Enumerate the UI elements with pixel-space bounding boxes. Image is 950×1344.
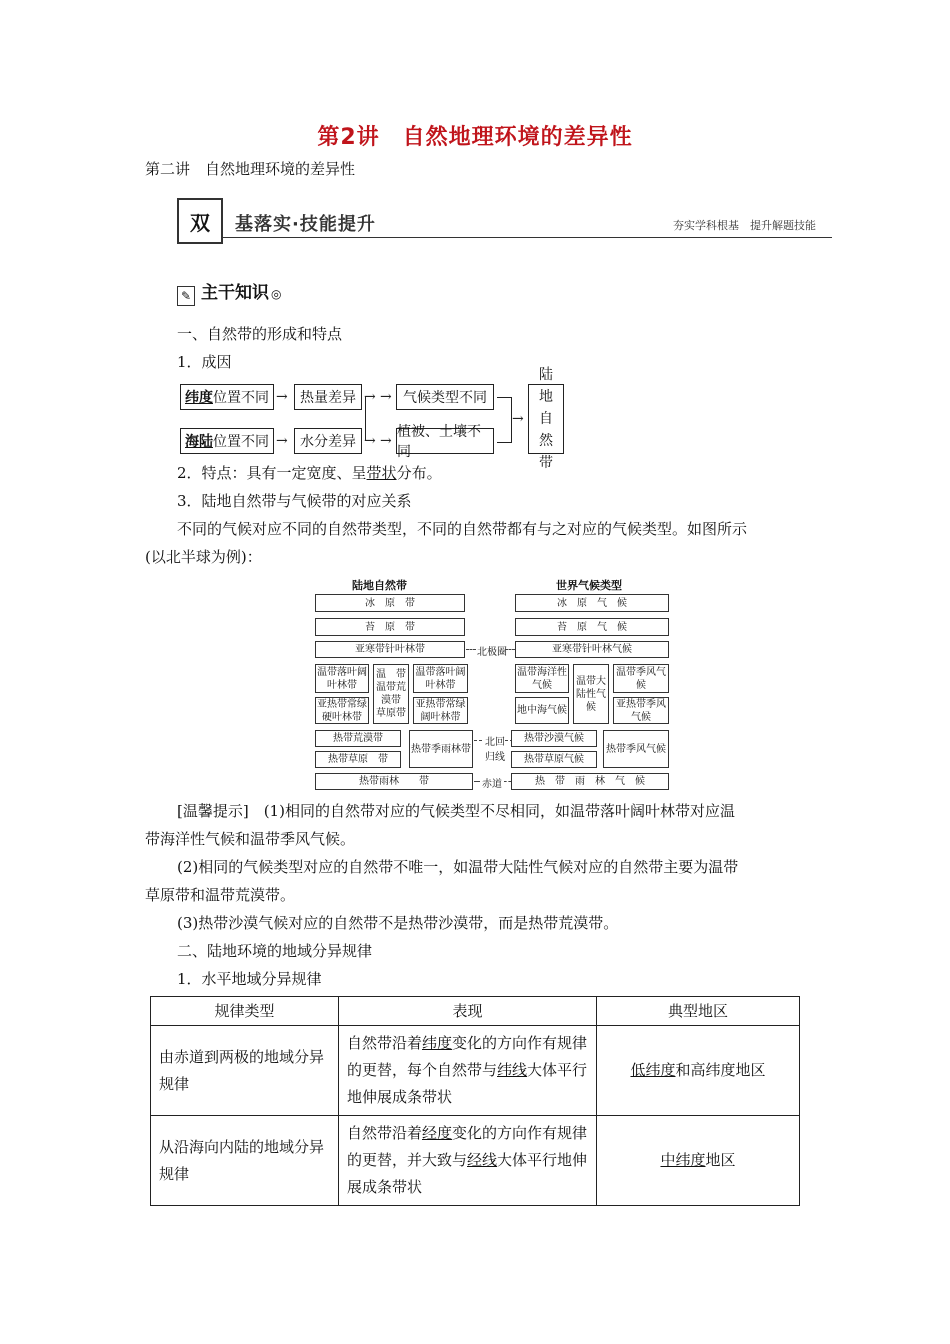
arrow-icon: → (512, 411, 524, 427)
table-header: 表现 (339, 997, 597, 1026)
climate-mediterranean: 地中海气候 (515, 697, 569, 724)
tip-1: [温馨提示] (1)相同的自然带对应的气候类型不尽相同，如温带落叶阔叶林带对应温 (177, 802, 735, 820)
table-header: 规律类型 (151, 997, 339, 1026)
connector (365, 397, 366, 441)
climate-ice: 冰 原 气 候 (515, 594, 669, 612)
climate-trop-monsoon: 热带季风气候 (603, 730, 669, 768)
climate-savanna: 热带草原气候 (511, 751, 597, 768)
heading-2-1: 1．水平地域分异规律 (177, 970, 322, 988)
section-heading: ✎ 主干知识 ◎ (177, 278, 281, 306)
zone-trop-monsoon-forest: 热带季雨林带 (409, 730, 473, 768)
arrow-icon: → (276, 433, 288, 449)
table-cell: 低纬度和高纬度地区 (597, 1026, 800, 1116)
heading-1: 一、自然带的形成和特点 (177, 325, 343, 343)
page-subtitle: 第二讲 自然地理环境的差异性 (145, 160, 356, 178)
pen-icon: ✎ (177, 286, 195, 306)
table-cell: 从沿海向内陆的地域分异规律 (151, 1116, 339, 1206)
zone-temp-broadleaf-east: 温带落叶阔叶林带 (413, 664, 468, 693)
arrow-icon: → (364, 389, 376, 405)
climate-temp-monsoon: 温带季风气候 (613, 664, 669, 693)
flow-veg: 植被、土壤不同 (396, 428, 494, 454)
arrow-icon: → (276, 389, 288, 405)
line-equator: 赤道 (482, 779, 502, 790)
table-cell: 自然带沿着纬度变化的方向作有规律的更替，每个自然带与纬线大体平行地伸展成条带状 (339, 1026, 597, 1116)
dash-line (504, 781, 511, 782)
flow-water: 水分差异 (294, 428, 362, 454)
zone-trop-desert: 热带荒漠带 (315, 730, 401, 747)
climate-tundra: 苔 原 气 候 (515, 618, 669, 636)
tip-3: (3)热带沙漠气候对应的自然带不是热带沙漠带，而是热带荒漠带。 (177, 914, 619, 932)
banner-right: 夯实学科根基 提升解题技能 (673, 219, 816, 232)
climate-rainforest: 热 带 雨 林 气 候 (511, 773, 669, 790)
zone-temp-broadleaf: 温带落叶阔叶林带 (315, 664, 369, 693)
climate-subtrop-monsoon: 亚热带季风气候 (613, 697, 669, 724)
connector (497, 397, 512, 443)
line-arctic: 北极圈 (477, 647, 507, 658)
section-banner (177, 198, 832, 246)
climate-taiga: 亚寒带针叶林气候 (515, 641, 669, 658)
page-title: 第2讲 自然地理环境的差异性 (317, 125, 633, 150)
tip-2: (2)相同的气候类型对应的自然带不唯一，如温带大陆性气候对应的自然带主要为温带 (177, 858, 739, 876)
flow-landsea: 海陆 位置不同 (180, 428, 274, 454)
flow-zone: 陆地自然带 (528, 384, 564, 454)
dash-line (474, 781, 480, 782)
table-cell: 中纬度地区 (597, 1116, 800, 1206)
para-1: 不同的气候对应不同的自然带类型，不同的自然带都有与之对应的气候类型。如图所示 (177, 520, 748, 538)
climate-temp-continental: 温带大陆性气候 (573, 664, 609, 724)
table-cell: 由赤道到两极的地域分异规律 (151, 1026, 339, 1116)
heading-1-3: 3．陆地自然带与气候带的对应关系 (177, 492, 412, 510)
zone-subtrop-evergreen: 亚热带常绿阔叶林带 (413, 697, 468, 724)
dash-line (466, 649, 476, 650)
table-header: 典型地区 (597, 997, 800, 1026)
zone-rainforest: 热带雨林 带 (315, 773, 473, 790)
heading-1-1: 1．成因 (177, 353, 232, 371)
line-tropic: 北回归线 (485, 737, 505, 763)
dash-line (474, 740, 482, 741)
table-row (151, 1116, 800, 1206)
zone-savanna: 热带草原 带 (315, 751, 401, 768)
arrow-icon: → (364, 433, 376, 449)
climate-trop-desert: 热带沙漠气候 (511, 730, 597, 747)
para-feature: 2．特点：具有一定宽度、呈带状分布。 (177, 464, 442, 482)
flow-climate: 气候类型不同 (396, 384, 494, 410)
arrow-icon: → (380, 389, 392, 405)
arrow-icon: → (380, 433, 392, 449)
zone-tundra: 苔 原 带 (315, 618, 465, 636)
flow-latitude: 纬度 位置不同 (180, 384, 274, 410)
climate-temp-maritime: 温带海洋性气候 (515, 664, 569, 693)
banner-badge: 双 (177, 198, 223, 244)
section-heading-text: 主干知识 (201, 283, 269, 303)
banner-text: 基落实·技能提升 (235, 214, 376, 235)
fig-right-title: 世界气候类型 (556, 579, 622, 592)
flow-heat: 热量差异 (294, 384, 362, 410)
tip-1b: 带海洋性气候和温带季风气候。 (145, 830, 356, 848)
zone-subtrop-sclerophyll: 亚热带常绿硬叶林带 (317, 698, 367, 723)
tip-2b: 草原带和温带荒漠带。 (145, 886, 296, 904)
zone-taiga: 亚寒带针叶林带 (315, 641, 465, 658)
table-row (151, 1026, 800, 1116)
rules-table (150, 996, 800, 1206)
zone-temp-grass-desert: 温 带 温带荒漠带 草原带 (373, 664, 409, 724)
para-1b: (以北半球为例)： (145, 548, 262, 566)
dash-line (505, 649, 515, 650)
fig-left-title: 陆地自然带 (352, 579, 407, 592)
table-header-row (151, 997, 800, 1026)
heading-2: 二、陆地环境的地域分异规律 (177, 942, 373, 960)
zone-ice: 冰 原 带 (315, 594, 465, 612)
banner-line (223, 237, 832, 238)
table-cell: 自然带沿着经度变化的方向作有规律的更替，并大致与经线大体平行地伸展成条带状 (339, 1116, 597, 1206)
